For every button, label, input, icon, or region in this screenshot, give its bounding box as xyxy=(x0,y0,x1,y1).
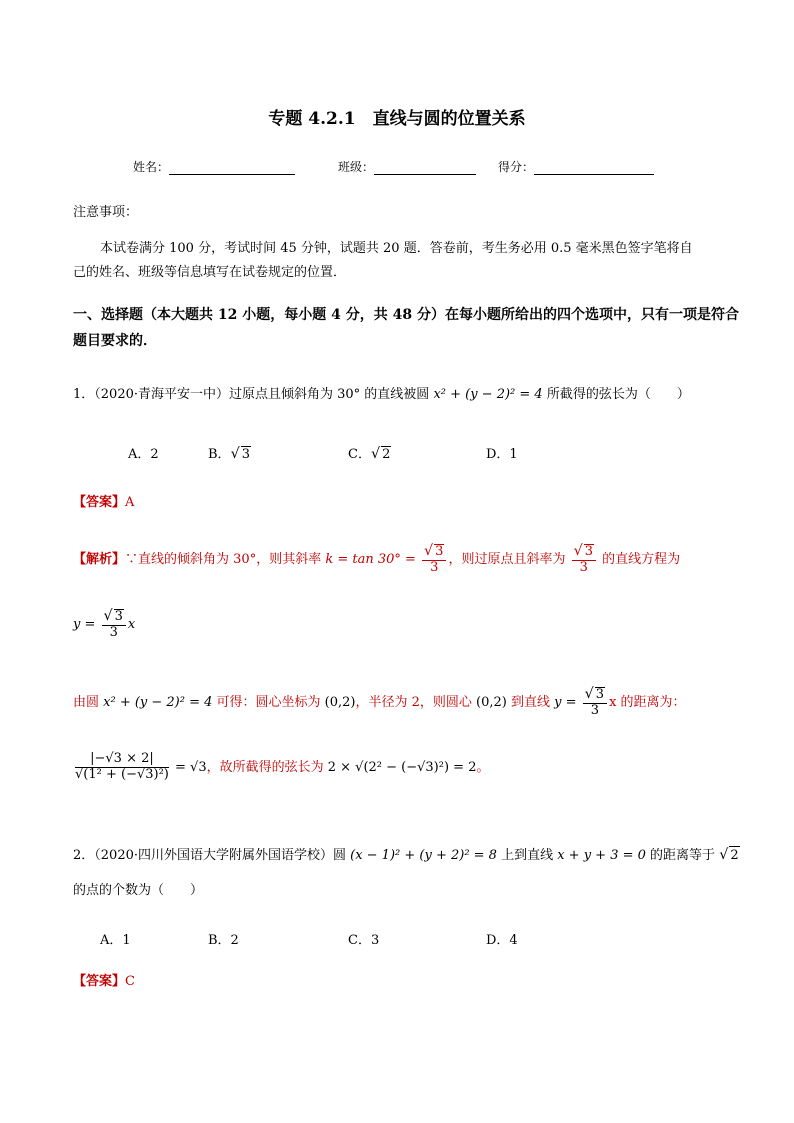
q1-option-d: D．1 xyxy=(486,447,518,462)
q1-line-eq-num: 3 xyxy=(114,609,123,624)
class-blank xyxy=(374,160,476,175)
q2-stem: 2．（2020·四川外国语大学附属外国语学校）圆 (x − 1)² + (y + 2)² = 8 上到直线 x + y + 3 = 0 的距离等于 √ 2 xyxy=(73,845,740,865)
q1-line-eq-suffix: x xyxy=(127,616,136,632)
q1-analysis-text3: 的直线方程为 xyxy=(598,551,681,567)
q2-stem-suffix: 的距离等于 xyxy=(645,848,720,863)
q1-slope2-den: 3 xyxy=(579,559,588,575)
q1-circle-text4: 到直线 xyxy=(506,694,555,710)
q1-stem xyxy=(73,386,690,404)
q1-analysis-text1: ∵直线的倾斜角为 30°，则其斜率 xyxy=(125,551,326,567)
q1-answer-label: 【答案】 xyxy=(73,495,126,510)
q1-line-eq-fraction: $\frac{√ 3}{3}$ xyxy=(102,608,126,641)
q1-slope-den: 3 xyxy=(430,559,439,575)
q1-option-b: B．√ 3 xyxy=(208,446,250,462)
page-title: 专题 4.2.1 直线与圆的位置关系 xyxy=(268,109,526,129)
q1-option-b-radicand: 3 xyxy=(241,447,250,462)
q1-circle-line-num: 3 xyxy=(595,687,605,702)
q1-analysis xyxy=(73,543,680,576)
class-field xyxy=(338,158,476,175)
notice-heading: 注意事项： xyxy=(73,205,139,220)
q1-circle-line: y = xyxy=(554,694,581,710)
q2-answer-value: C xyxy=(125,974,135,989)
q1-circle-line-fraction: $\frac{√ 3}{3}$ xyxy=(583,686,607,719)
q2-stem-radicand: 2 xyxy=(729,846,739,865)
q1-center: (0,2) xyxy=(324,694,356,710)
q2-option-d: D．4 xyxy=(486,933,518,948)
q1-distance-den: √(1² + (−√3)²) xyxy=(75,766,169,782)
q1-chord-text: ，故所截得的弦长为 xyxy=(206,759,328,775)
q1-distance-num: |−√3 × 2| xyxy=(75,752,169,768)
q1-answer xyxy=(73,494,134,512)
q2-circle-eq: (x − 1)² + (y + 2)² = 8 xyxy=(350,848,497,863)
q1-circle-text3: ，半径为 2，则圆心 xyxy=(355,694,477,710)
q1-slope-num: 3 xyxy=(435,544,444,559)
q2-stem-prefix: 2．（2020·四川外国语大学附属外国语学校）圆 xyxy=(73,848,351,863)
q1-slope2-num: 3 xyxy=(584,544,593,559)
section-heading-line2: 题目要求的． xyxy=(73,333,157,349)
q2-option-b: B．2 xyxy=(208,933,239,948)
q1-option-c: C．√ 2 xyxy=(348,446,391,462)
q1-analysis-label: 【解析】 xyxy=(73,551,126,567)
q2-stem-line2: 的点的个数为（ ） xyxy=(73,883,204,898)
name-blank xyxy=(169,160,295,175)
score-blank xyxy=(534,160,654,175)
score-label: 得分： xyxy=(498,160,535,174)
q1-circle-text1: 由圆 xyxy=(73,694,104,710)
notice-body-line1: 本试卷满分 100 分，考试时间 45 分钟，试题共 20 题．答卷前，考生务必用 0.5 毫米黑色签字笔将自 xyxy=(100,241,693,256)
notice-body-line2: 己的姓名、班级等信息填写在试卷规定的位置． xyxy=(73,265,347,280)
q1-slope-fraction: $\frac{√ 3}{3}$ xyxy=(422,543,446,576)
q1-circle-eq-2: x² + (y − 2)² = 4 xyxy=(103,694,213,710)
q1-option-a: A．2 xyxy=(128,447,159,462)
q1-option-c-radicand: 2 xyxy=(382,447,391,462)
q2-line-eq: x + y + 3 = 0 xyxy=(557,848,646,863)
name-field xyxy=(133,158,295,175)
q1-option-c-label: C． xyxy=(348,447,371,462)
q1-chord-expr: 2 × √(2² − (−√3)²) = 2 xyxy=(327,759,477,775)
q1-stem-prefix: 1．（2020·青海平安一中）过原点且倾斜角为 30° 的直线被圆 xyxy=(73,387,434,402)
q1-line-eq-den: 3 xyxy=(109,624,118,640)
q1-circle-line-den: 3 xyxy=(590,702,599,718)
q2-stem-mid: 上到直线 xyxy=(496,848,558,863)
q2-answer xyxy=(73,973,135,991)
q1-stem-suffix: 所截得的弦长为（ ） xyxy=(542,387,690,402)
score-field xyxy=(498,158,654,175)
q1-circle-eq: x² + (y − 2)² = 4 xyxy=(433,387,543,402)
q1-chord-end: 。 xyxy=(476,759,490,775)
q2-option-c: C．3 xyxy=(348,933,380,948)
q1-line-eq-prefix: y = xyxy=(73,616,100,632)
q1-slope-expr: k = tan 30° = xyxy=(325,551,421,567)
q2-option-a: A．1 xyxy=(100,933,131,948)
q1-option-b-label: B． xyxy=(208,447,231,462)
q1-slope-fraction-2: $\frac{√ 3}{3}$ xyxy=(572,543,596,576)
q2-answer-label: 【答案】 xyxy=(73,974,126,989)
q1-answer-value: A xyxy=(125,495,135,510)
q1-circle-text2: 可得：圆心坐标为 xyxy=(212,694,325,710)
class-label: 班级： xyxy=(338,160,375,174)
q1-circle-analysis xyxy=(73,686,686,719)
q1-line-equation xyxy=(73,608,135,641)
q1-distance-fraction xyxy=(75,752,169,783)
q1-circle-text5: x 的距离为： xyxy=(609,694,686,710)
name-label: 姓名： xyxy=(133,160,170,174)
q1-distance xyxy=(73,752,489,783)
q1-center-2: (0,2) xyxy=(476,694,507,710)
q1-analysis-text2: ，则过原点且斜率为 xyxy=(448,551,570,567)
section-heading-line1: 一、选择题（本大题共 12 小题，每小题 4 分，共 48 分）在每小题所给出的四个选项中，只有一项是符合 xyxy=(73,307,739,323)
q1-distance-result: = √3 xyxy=(170,759,207,775)
